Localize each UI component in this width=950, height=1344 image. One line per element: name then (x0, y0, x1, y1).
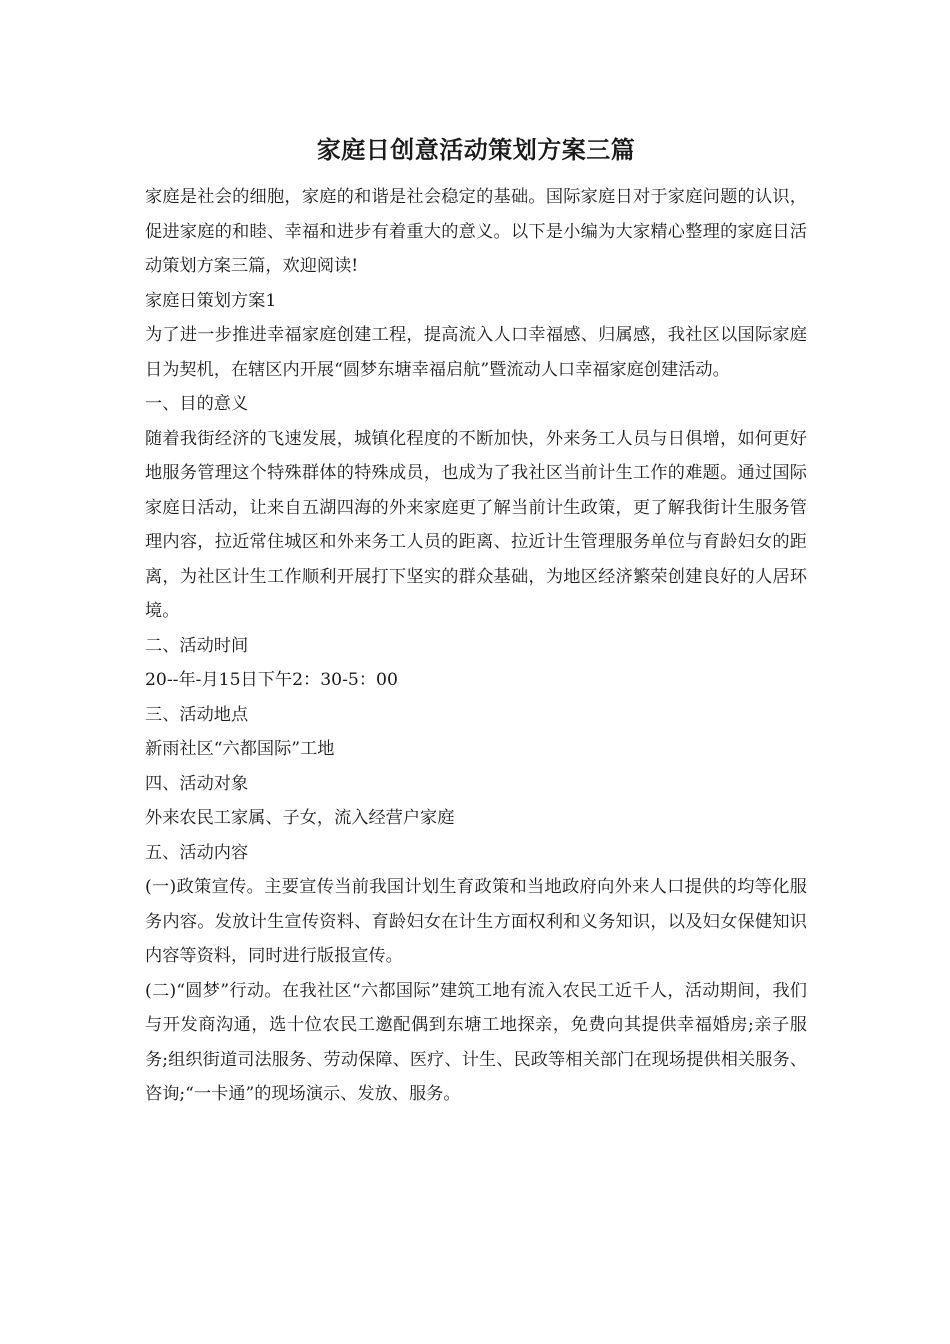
purpose-paragraph: 随着我街经济的飞速发展，城镇化程度的不断加快，外来务工人员与日俱增，如何更好地服务管理这个特殊群体的特殊成员，也成为了我社区当前计生工作的难题。通过国际家庭日活动，让来自五湖四海的外来家庭更了解当前计生政策，更了解我街计生服务管理内容，拉近常住城区和外来务工人员的距离、拉近计生管理服务单位与育龄妇女的距离，为社区计生工作顺利开展打下坚实的群众基础，为地区经济繁荣创建良好的人居环境。 (145, 428, 807, 621)
document-page (145, 128, 807, 1112)
time-paragraph: 20--年-月15日下午2：30-5：00 (145, 670, 398, 690)
location-paragraph: 新雨社区“六都国际”工地 (145, 739, 335, 759)
content-item-1: (一)政策宣传。主要宣传当前我国计划生育政策和当地政府向外来人口提供的均等化服务内容。发放计生宣传资料、育龄妇女在计生方面权利和义务知识，以及妇女保健知识内容等资料，同时进行版报宣传。 (145, 877, 807, 966)
heading-location: 三、活动地点 (145, 704, 249, 725)
heading-purpose: 一、目的意义 (145, 394, 249, 414)
audience-paragraph: 外来农民工家属、子女，流入经营户家庭 (145, 808, 455, 828)
heading-audience: 四、活动对象 (145, 773, 249, 794)
content-item-2: (二)“圆梦”行动。在我社区“六都国际”建筑工地有流入农民工近千人，活动期间，我们与开发商沟通，选十位农民工邀配偶到东塘工地探亲，免费向其提供幸福婚房;亲子服务;组织街道司法服务、劳动保障、医疗、计生、民政等相关部门在现场提供相关服务、咨询;“一卡通”的现场演示、发放、服务。 (145, 980, 807, 1104)
heading-time: 二、活动时间 (145, 635, 249, 656)
heading-content: 五、活动内容 (145, 842, 249, 863)
document-body (145, 180, 807, 1112)
plan-1-intro: 为了进一步推进幸福家庭创建工程，提高流入人口幸福感、归属感，我社区以国际家庭日为契机，在辖区内开展“圆梦东塘幸福启航”暨流动人口幸福家庭创建活动。 (145, 325, 807, 380)
intro-paragraph: 家庭是社会的细胞，家庭的和谐是社会稳定的基础。国际家庭日对于家庭问题的认识，促进家庭的和睦、幸福和进步有着重大的意义。以下是小编为大家精心整理的家庭日活动策划方案三篇，欢迎阅读! (145, 187, 807, 276)
document-title: 家庭日创意活动策划方案三篇 (316, 135, 636, 164)
section-heading-plan-1: 家庭日策划方案1 (145, 290, 277, 311)
